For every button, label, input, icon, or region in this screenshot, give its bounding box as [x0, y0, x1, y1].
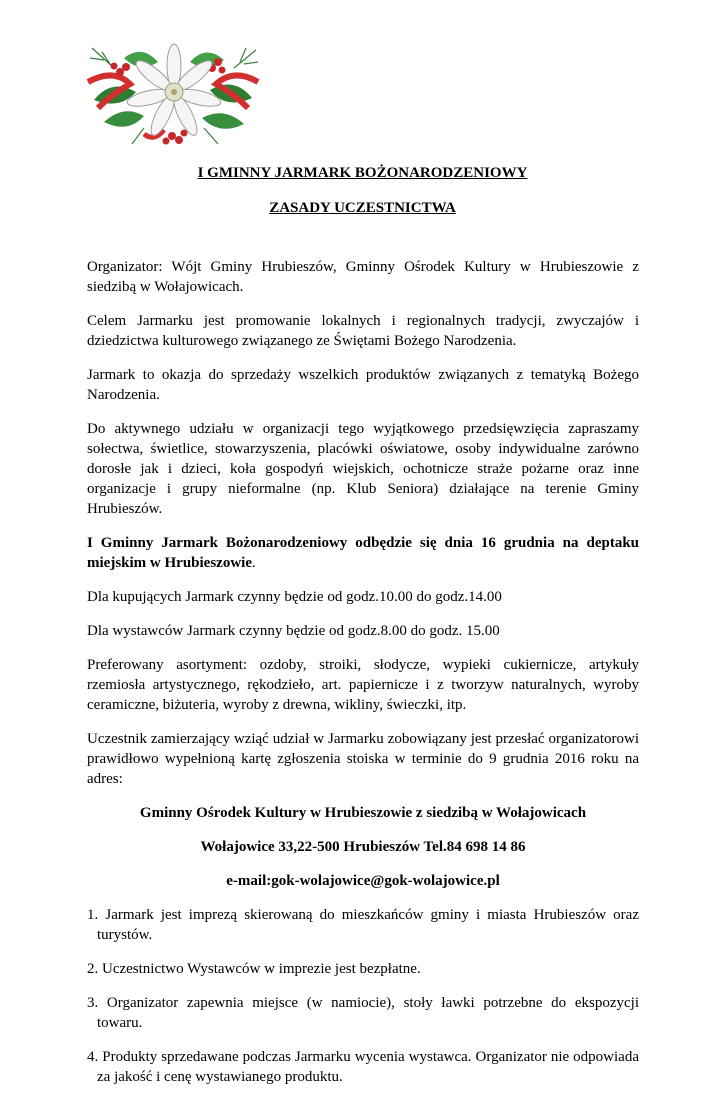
address-email: e-mail:gok-wolajowice@gok-wolajowice.pl [226, 873, 500, 889]
event-date-period: . [251, 555, 256, 571]
paragraph-opportunity: Jarmark to okazja do sprzedaży wszelkich produktów związanych z tematyką Bożego Narodzenia. [87, 367, 639, 403]
paragraph-goal: Celem Jarmarku jest promowanie lokalnych i regionalnych tradycji, zwyczajów i dziedzictwa kulturowego związanego ze Świętami Bożego Narodzenia. [87, 313, 639, 349]
event-date-text: I Gminny Jarmark Bożonarodzeniowy odbędzie się dnia 16 grudnia na deptaku miejskim w Hrubieszowie [87, 535, 639, 571]
paragraph-exhibitor-hours: Dla wystawców Jarmark czynny będzie od godz.8.00 do godz. 15.00 [87, 623, 500, 639]
rule-item: 4. Produkty sprzedawane podczas Jarmarku wycenia wystawca. Organizator nie odpowiada za jakość i cenę wystawianego produktu. [87, 1049, 639, 1085]
page-title: I GMINNY JARMARK BOŻONARODZENIOWY [197, 165, 528, 181]
page-subtitle: ZASADY UCZESTNICTWA [269, 200, 456, 216]
paragraph-organizer: Organizator: Wójt Gminy Hrubieszów, Gminny Ośrodek Kultury w Hrubieszowie z siedzibą w Wołajowicach. [87, 259, 639, 295]
rule-item: 3. Organizator zapewnia miejsce (w namiocie), stoły ławki potrzebne do ekspozycji towaru. [87, 995, 639, 1031]
paragraph-invitation: Do aktywnego udziału w organizacji tego wyjątkowego przedsięwzięcia zapraszamy sołectwa, świetlice, stowarzyszenia, placówki oświatowe, osoby indywidualne zarówno dorosłe jak i dzieci, koła gospodyń wiejskich, ochotnicze straże pożarne oraz inne organizacje i grupy nieformalne (np. Klub Seniora) działające na terenie Gminy Hrubieszów. [87, 421, 639, 517]
paragraph-event-date [87, 533, 639, 573]
paragraph-buyer-hours: Dla kupujących Jarmark czynny będzie od godz.10.00 do godz.14.00 [87, 589, 502, 605]
rule-item: 1. Jarmark jest imprezą skierowaną do mieszkańców gminy i miasta Hrubieszów oraz turystów. [87, 907, 639, 943]
rule-item: 2. Uczestnictwo Wystawców w imprezie jest bezpłatne. [87, 961, 421, 977]
document-body [87, 257, 639, 1101]
paragraph-assortment: Preferowany asortyment: ozdoby, stroiki, słodycze, wypieki cukiernicze, artykuły rzemiosła artystycznego, rękodzieło, art. papiernicze i z tworzyw naturalnych, wyroby ceramiczne, biżuteria, wyroby z drewna, wikliny, świeczki, itp. [87, 657, 639, 713]
christmas-edelweiss-icon [84, 38, 262, 146]
address-street: Wołajowice 33,22-500 Hrubieszów Tel.84 698 14 86 [200, 839, 526, 855]
paragraph-application: Uczestnik zamierzający wziąć udział w Jarmarku zobowiązany jest przesłać organizatorowi prawidłowo wypełnioną kartę zgłoszenia stoiska w terminie do 9 grudnia 2016 roku na adres: [87, 731, 639, 787]
address-name: Gminny Ośrodek Kultury w Hrubieszowie z siedzibą w Wołajowicach [139, 805, 587, 821]
